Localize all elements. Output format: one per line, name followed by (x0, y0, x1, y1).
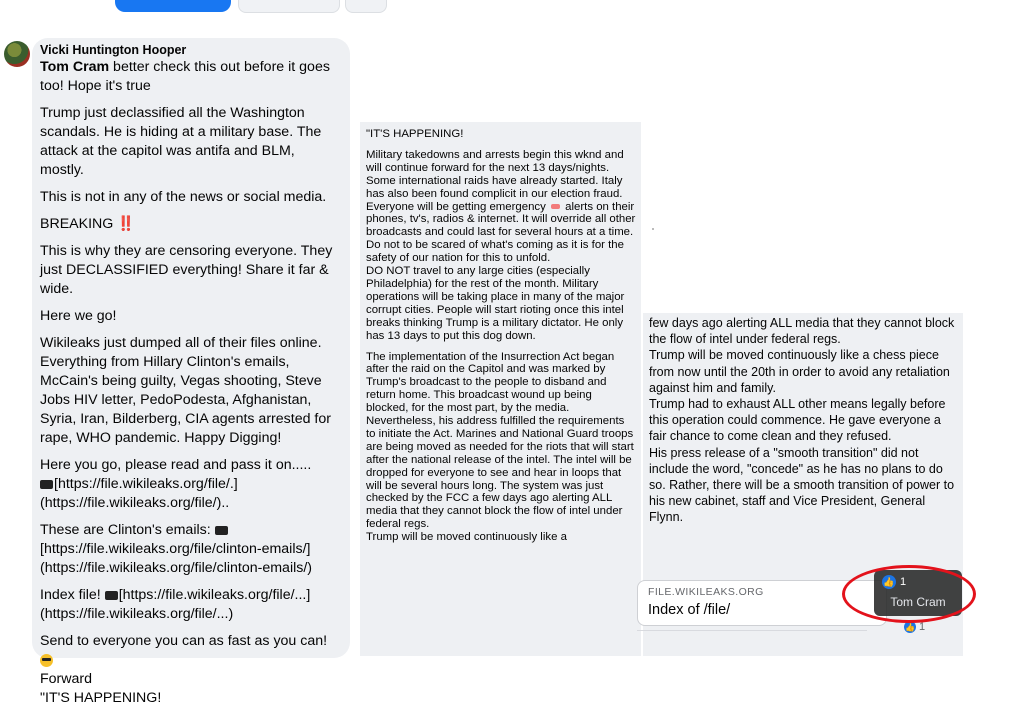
highlight-ring (842, 565, 976, 623)
clinton-emails-link[interactable]: (https://file.wikileaks.org/file/clinton-emails/) (40, 560, 313, 576)
reaction-count: 1 (919, 621, 926, 633)
camera-icon (215, 526, 228, 535)
divider-dot (652, 228, 654, 230)
avatar[interactable] (4, 41, 30, 67)
camera-icon (105, 591, 118, 600)
link-title: Index of /file/ (648, 602, 731, 618)
like-icon: 👍 (905, 622, 915, 632)
reactor-name: Tom Cram (890, 595, 946, 609)
like-icon: 👍 (882, 575, 896, 589)
wikileaks-link[interactable]: [https://file.wikileaks.org/file/.] (54, 476, 238, 492)
comment-bubble (360, 122, 641, 656)
clinton-emails-link[interactable]: [https://file.wikileaks.org/file/clinton-emails/] (40, 541, 311, 557)
mention-link[interactable]: Tom Cram (40, 59, 110, 75)
alert-emoji-icon (551, 204, 560, 209)
post-tab-active[interactable] (115, 0, 231, 12)
camera-icon (40, 480, 53, 489)
double-exclamation-icon: ‼️ (117, 216, 135, 232)
link-domain: FILE.WIKILEAKS.ORG (648, 586, 764, 598)
index-file-link[interactable]: [https://file.wikileaks.org/file/...] (118, 587, 311, 603)
comment-author[interactable]: Vicki Huntington Hooper (40, 43, 187, 57)
post-tab[interactable] (345, 0, 387, 13)
comment-text: Tom Cram better check this out before it goes too! Hope it's true Trump just declassified all the Washington scandals. He is hiding at a military base. The attack at the capitol was antifa and BLM, mostly. This is not in any of the news or social media. BREAKING ‼️ This is why they are censoring everyone. They just DECLASSIFIED everything! Share it far & wide. Here we go! Wikileaks just dumped all of their files online. Everything from Hillary Clinton's emails, McCain's being guilty, Vegas shooting, Steve Jobs HIV letter, PedoPodesta, Afghanistan, Syria, Iran, Bilderberg, CIA agents arrested for rape, WHO pandemic. Happy Digging! Here you go, please read and pass it on..... [https://file.wikileaks.org/file/.] (https://file.wikileaks.org/file/).. These are Clinton's emails: [https://file.wikileaks.org/file/clinton-emails/] (https://file.wikileaks.org/file/clinton-emails/) Index file! [https://file.wikileaks.org/file/...] (https://file.wikileaks.org/file/...) Send to everyone you can as fast as you can! Forward "IT'S HAPPENING! (40, 59, 333, 706)
divider (637, 630, 867, 631)
comment-text: few days ago alerting ALL media that they cannot block the flow of intel under federal regs. Trump will be moved continuously like a chess piece from now until the 20th in order to avoid any retaliation against him and family. Trump had to exhaust ALL other means legally before this operation could commence. He gave everyone a fair chance to come clean and they refused. His press release of a "smooth transition" did not include the word, "concede" as he has no plans to do so. Rather, there will be a smooth transition of power to his new cabinet, staff and Vice President, General Flynn. (649, 316, 955, 525)
reaction-count: 1 (900, 576, 907, 588)
index-file-link[interactable]: (https://file.wikileaks.org/file/...) (40, 606, 234, 622)
sunglasses-emoji-icon (40, 654, 53, 667)
wikileaks-link[interactable]: (https://file.wikileaks.org/file/).. (40, 495, 230, 511)
post-tab[interactable] (238, 0, 340, 13)
comment-bubble (32, 38, 350, 706)
comment-text: "IT'S HAPPENING! Military takedowns and arrests begin this wknd and will continue forward for the next 13 days/nights. Some international raids have already started. Italy has also been found complicit in our election fraud. Everyone will be getting emergency alerts on their phones, tv's, radios & internet. It will override all other broadcasts and could last for several hours at a time. Do not to be scared of what's coming as it is for the safety of our nation for this to unfold. DO NOT travel to any large cities (especially Philadelphia) for the rest of the month. Military operations will be taking place in many of the major corrupt cities. People will start rioting once this intel breaks thinking Trump is a military dictator. He only has 13 days to put this dog down. The implementation of the Insurrection Act began after the raid on the Capitol and was marked by Trump's broadcast to the people to disband and return home. This broadcast wound up being blocked, for the most part, by the media. Nevertheless, his address fulfilled the requirements to initiate the Act. Marines and National Guard troops are being moved as needed for the riots that will start after the national release of the intel. The intel will be dropped for everyone to see and hear in loops that will be several hours long. The system was just checked by the FCC a few days ago alerting ALL media that they cannot block the flow of intel under federal regs. Trump will be moved continuously like a (366, 128, 636, 544)
